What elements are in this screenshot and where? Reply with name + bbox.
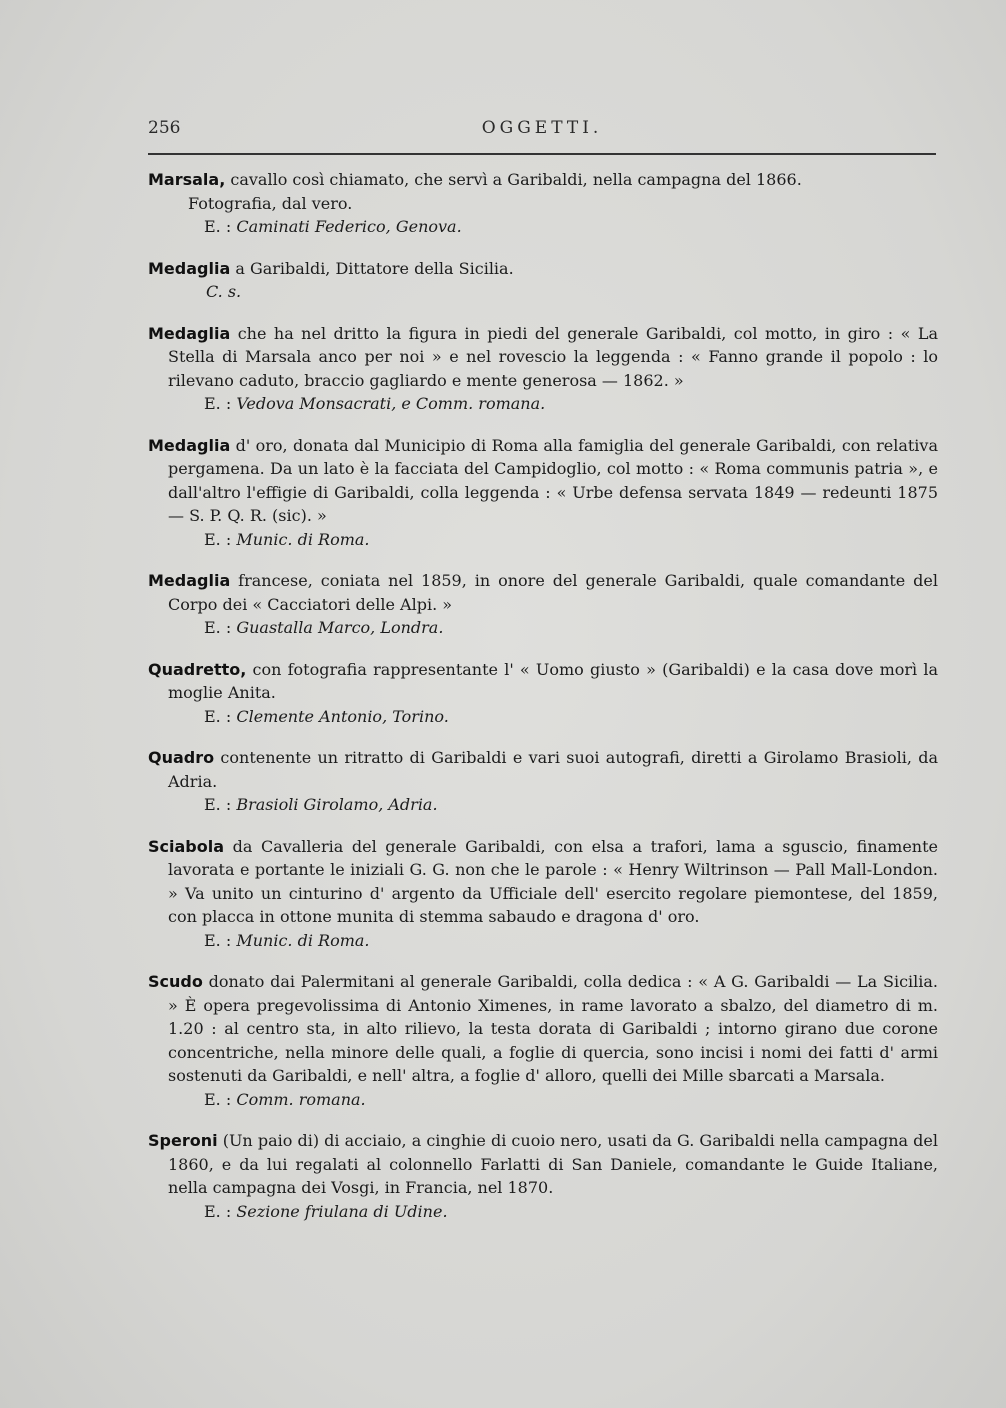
entry-quadro bbox=[148, 746, 938, 817]
entry-headword: Speroni bbox=[148, 1131, 218, 1150]
entry-exhibitor bbox=[148, 793, 938, 817]
exhibitor-label: E. : bbox=[204, 618, 237, 637]
entry-medaglia-3 bbox=[148, 434, 938, 552]
entry-medaglia-2 bbox=[148, 322, 938, 416]
exhibitor-name: Guastalla Marco, Londra. bbox=[236, 618, 444, 637]
entry-speroni bbox=[148, 1129, 938, 1223]
exhibitor-name: Vedova Monsacrati, e Comm. romana. bbox=[236, 394, 546, 413]
entry-description bbox=[148, 434, 938, 528]
entry-headword: Medaglia bbox=[148, 571, 231, 590]
entry-exhibitor bbox=[148, 1200, 938, 1224]
entry-exhibitor bbox=[148, 528, 938, 552]
exhibitor-name: Munic. di Roma. bbox=[236, 529, 370, 549]
exhibitor-label: E. : bbox=[204, 1089, 237, 1109]
entry-description bbox=[148, 168, 938, 192]
entry-description bbox=[148, 658, 938, 705]
entry-text: che ha nel dritto la figura in piedi del generale Garibaldi, col motto, in giro : « La Stella di Marsala anco per noi » e nel rovescio la leggenda : « Fanno grande il popolo : lo rilevano caduto, braccio gagliardo e mente generosa — 1862. » bbox=[168, 323, 938, 390]
entry-text: da Cavalleria del generale Garibaldi, con elsa a trafori, lama a sguscio, finamente lavorata e portante le iniziali G. G. non che le parole : « Henry Wiltrinson — Pall Mall-London. » Va unito un cinturino d' argento da Ufficiale dell' esercito regolare piemontese, del 1859, con placca in ottone munita di stemma sabaudo e dragona d' oro. bbox=[168, 836, 938, 926]
entry-exhibitor bbox=[148, 1088, 938, 1112]
entry-headword: Medaglia bbox=[148, 435, 231, 455]
entry-note: C. s. bbox=[206, 282, 242, 301]
exhibitor-name: Clemente Antonio, Torino. bbox=[236, 706, 449, 726]
entry-text: francese, coniata nel 1859, in onore del generale Garibaldi, quale comandante del Corpo dei « Cacciatori delle Alpi. » bbox=[168, 571, 938, 614]
entry-description bbox=[148, 1129, 938, 1200]
entry-text: (Un paio di) di acciaio, a cinghie di cuoio nero, usati da G. Garibaldi nella campagna del 1860, e da lui regalati al colonnello Farlatti di San Daniele, comandante le Guide Italiane, nella campagna dei Vosgi, in Francia, nel 1870. bbox=[168, 1131, 938, 1197]
exhibitor-name: Sezione friulana di Udine. bbox=[236, 1201, 448, 1221]
entry-scudo bbox=[148, 970, 938, 1111]
exhibitor-label: E. : bbox=[204, 795, 237, 814]
entry-text: contenente un ritratto di Garibaldi e vari suoi autografi, diretti a Girolamo Brasioli, da Adria. bbox=[168, 748, 938, 791]
page-header bbox=[148, 118, 936, 148]
entry-text: d' oro, donata dal Municipio di Roma alla famiglia del generale Garibaldi, con relativa pergamena. Da un lato è la facciata del Campidoglio, col motto : « Roma communis patria », e dall'altro l'effigie di Garibaldi, colla leggenda : « Urbe defensa servata 1849 — redeunti 1875 — S. P. Q. R. (sic). » bbox=[168, 435, 938, 525]
header-rule bbox=[148, 153, 936, 155]
entry-headword: Quadro bbox=[148, 748, 215, 767]
page-number: 256 bbox=[148, 118, 181, 138]
entry-headword: Marsala, bbox=[148, 170, 226, 189]
entry-sciabola bbox=[148, 835, 938, 953]
entry-text: a Garibaldi, Dittatore della Sicilia. bbox=[230, 258, 514, 278]
running-title: OGGETTI. bbox=[481, 118, 603, 138]
entry-description bbox=[148, 746, 938, 793]
entry-description bbox=[148, 569, 938, 616]
entry-headword: Quadretto, bbox=[148, 659, 247, 679]
exhibitor-name: Comm. romana. bbox=[236, 1089, 366, 1109]
exhibitor-label: E. : bbox=[204, 1201, 237, 1221]
entry-description bbox=[148, 322, 938, 393]
entry-exhibitor bbox=[148, 705, 938, 729]
entry-extra: Fotografia, dal vero. bbox=[188, 193, 353, 213]
exhibitor-label: E. : bbox=[204, 394, 237, 413]
exhibitor-label: E. : bbox=[204, 930, 237, 950]
entries-list bbox=[148, 168, 938, 1241]
entry-text: donato dai Palermitani al generale Garibaldi, colla dedica : « A G. Garibaldi — La Sicilia. » È opera pregevolissima di Antonio Ximenes, in rame lavorato a sbalzo, del diametro di m. 1.20 : al centro sta, in alto rilievo, la testa dorata di Garibaldi ; intorno girano due corone concentriche, nella minore delle quali, a foglie di quercia, sono incisi i nomi dei fatti d' armi sostenuti da Garibaldi, e nell' altra, a foglie d' alloro, quelli dei Mille sbarcati a Marsala. bbox=[168, 972, 938, 1085]
entry-headword: Sciabola bbox=[148, 836, 225, 856]
entry-description bbox=[148, 970, 938, 1088]
entry-headword: Medaglia bbox=[148, 258, 231, 278]
entry-text: con fotografia rappresentante l' « Uomo giusto » (Garibaldi) e la casa dove morì la moglie Anita. bbox=[168, 659, 938, 702]
entry-exhibitor bbox=[148, 616, 938, 640]
exhibitor-name: Munic. di Roma. bbox=[236, 930, 370, 950]
entry-medaglia-4 bbox=[148, 569, 938, 640]
exhibitor-name: Brasioli Girolamo, Adria. bbox=[236, 795, 438, 814]
entry-text: cavallo così chiamato, che servì a Garibaldi, nella campagna del 1866. bbox=[225, 170, 802, 189]
entry-exhibitor bbox=[148, 392, 938, 416]
exhibitor-label: E. : bbox=[204, 529, 237, 549]
entry-description bbox=[148, 257, 938, 281]
entry-headword: Medaglia bbox=[148, 323, 231, 343]
entry-description bbox=[148, 835, 938, 929]
entry-exhibitor bbox=[148, 929, 938, 953]
entry-marsala bbox=[148, 168, 938, 239]
entry-exhibitor bbox=[148, 215, 938, 239]
exhibitor-label: E. : bbox=[204, 217, 237, 236]
exhibitor-name: Caminati Federico, Genova. bbox=[236, 217, 462, 236]
entry-medaglia-1 bbox=[148, 257, 938, 304]
entry-quadretto bbox=[148, 658, 938, 729]
entry-headword: Scudo bbox=[148, 972, 203, 991]
exhibitor-label: E. : bbox=[204, 706, 237, 726]
